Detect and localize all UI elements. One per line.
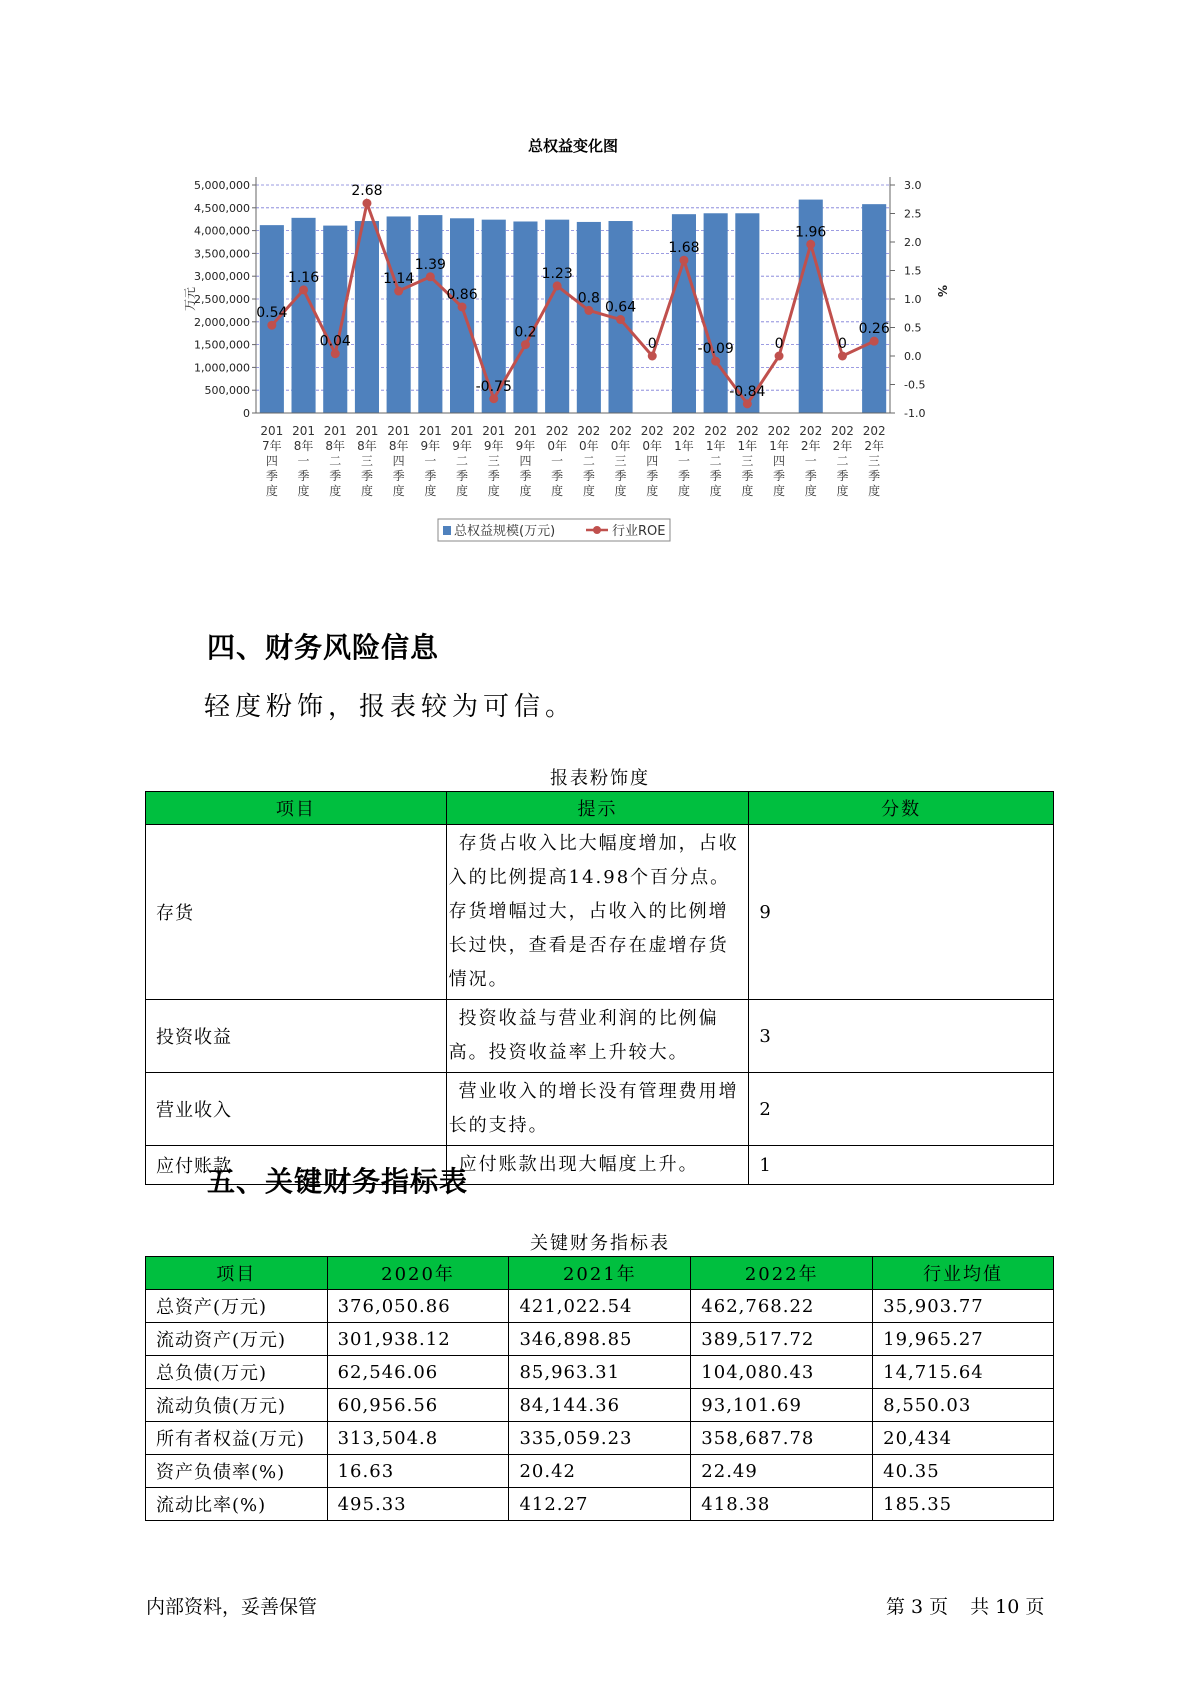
kpi-value: 104,080.43 [691,1356,873,1389]
y2-tick-label: 3.0 [904,179,922,192]
legend-bar-label: 总权益规模(万元) [454,524,556,539]
kpi-value: 93,101.69 [691,1389,873,1422]
y2-tick-label: 2.5 [904,207,922,221]
kpi-value: 16.63 [327,1455,509,1488]
risk-score: 3 [749,1000,1054,1073]
risk-summary: 轻度粉饰，报表较为可信。 [204,692,577,722]
roe-data-label: -0.75 [475,378,512,395]
risk-score: 2 [749,1073,1054,1146]
footer-confidential: 内部资料，妥善保管 [146,1596,318,1618]
roe-point [521,340,530,349]
x-tick-label: 201 8年二季度 [323,424,347,498]
kpi-value: 8,550.03 [873,1389,1054,1422]
kpi-value: 462,768.22 [691,1290,873,1323]
table-row [146,1323,1054,1356]
risk-item: 应付账款 [146,1146,447,1185]
table-row [146,825,1054,1000]
y2-tick-label: -0.5 [904,378,926,392]
footer-page-number [886,1592,1050,1619]
x-tick-label: 202 2年二季度 [830,424,854,498]
roe-point [458,302,467,311]
legend-bar-swatch [443,526,451,535]
roe-point [679,256,688,265]
y2-tick-label: 1.5 [904,264,922,278]
kpi-header-2020: 2020年 [327,1257,509,1290]
table-row [146,1073,1054,1146]
equity-bar [418,215,442,413]
equity-bar [292,218,316,413]
roe-point [553,281,562,290]
y2-tick-label: 0.0 [904,350,922,363]
y2-axis-label: % [935,284,949,298]
roe-data-label: 0.2 [514,324,537,341]
kpi-header-2022: 2022年 [691,1257,873,1290]
kpi-value: 62,546.06 [327,1356,509,1389]
kpi-header-2021: 2021年 [509,1257,691,1290]
kpi-table [145,1256,1054,1521]
roe-point [616,315,625,324]
roe-data-label: 0.64 [604,299,637,316]
roe-point [648,352,657,361]
x-tick-label: 201 8年三季度 [355,424,379,498]
risk-table-header [146,792,1054,825]
footer-page-current: 3 [911,1596,924,1618]
risk-header-item: 项目 [146,792,447,825]
kpi-value: 421,022.54 [509,1290,691,1323]
risk-item: 存货 [146,825,447,1000]
y-axis-label: 万元 [183,286,197,312]
roe-data-label: 0.04 [319,333,351,350]
kpi-value: 376,050.86 [327,1290,509,1323]
y-tick-label: 3,000,000 [194,270,250,284]
kpi-item: 所有者权益(万元) [146,1422,328,1455]
roe-data-label: 1.68 [668,240,700,257]
kpi-value: 418.38 [691,1488,873,1521]
equity-bar [387,216,411,413]
roe-data-label: 0.54 [256,305,288,322]
y2-tick-label: -1.0 [904,407,926,420]
equity-bar [704,213,728,413]
kpi-value: 301,938.12 [327,1323,509,1356]
y-tick-label: 0 [243,407,250,420]
roe-point [362,199,371,208]
y2-tick-label: 0.5 [904,321,922,335]
y-tick-label: 5,000,000 [194,179,250,192]
kpi-value: 335,059.23 [509,1422,691,1455]
roe-point [870,337,879,346]
kpi-item: 流动负债(万元) [146,1389,328,1422]
equity-bar [545,220,569,413]
kpi-value: 84,144.36 [509,1389,691,1422]
footer-page-unit: 页 [929,1596,949,1618]
roe-data-label: 1.23 [541,265,573,282]
kpi-value: 495.33 [327,1488,509,1521]
kpi-item: 流动比率(%) [146,1488,328,1521]
footer-page-total: 10 [995,1596,1020,1618]
kpi-item: 总资产(万元) [146,1290,328,1323]
equity-bar [862,204,886,413]
kpi-value: 14,715.64 [873,1356,1054,1389]
risk-item: 投资收益 [146,1000,447,1073]
section5-heading: 五、关键财务指标表 [207,1165,469,1198]
kpi-value: 313,504.8 [327,1422,509,1455]
kpi-value: 389,517.72 [691,1323,873,1356]
kpi-value: 185.35 [873,1488,1054,1521]
roe-data-label: -0.09 [697,341,734,358]
risk-tip: 应付账款出现大幅度上升。 [446,1146,749,1185]
roe-data-label: 0 [647,336,657,352]
roe-point [711,357,720,366]
kpi-value: 60,956.56 [327,1389,509,1422]
y-tick-label: 4,500,000 [194,201,250,215]
y-tick-label: 2,500,000 [194,293,250,306]
roe-point [806,240,815,249]
section4-heading: 四、财务风险信息 [207,631,440,664]
y-tick-label: 4,000,000 [194,224,250,238]
roe-data-label: 1.96 [795,224,827,241]
risk-score: 1 [749,1146,1054,1185]
risk-tip: 存货占收入比大幅度增加，占收入的比例提高14.98个百分点。存货增幅过大，占收入的比例增长过快，查看是否存在虚增存货情况。 [446,825,749,1000]
kpi-item: 资产负债率(%) [146,1455,328,1488]
roe-data-label: 2.68 [351,183,383,200]
equity-bar [513,221,537,413]
roe-point [743,399,752,408]
risk-header-score: 分数 [749,792,1054,825]
x-tick-label: 201 8年一季度 [292,424,316,498]
risk-item: 营业收入 [146,1073,447,1146]
roe-data-label: 0.8 [577,290,600,307]
roe-data-label: 0 [837,336,847,352]
equity-chart-svg [180,135,1040,595]
roe-data-label: 1.39 [414,256,446,273]
x-tick-label: 201 8年四季度 [387,424,411,498]
risk-score: 9 [749,825,1054,1000]
table-row [146,1455,1054,1488]
y-tick-label: 1,500,000 [194,338,250,352]
x-tick-label: 202 2年一季度 [799,424,823,498]
table-row [146,1422,1054,1455]
y2-tick-label: 1.0 [904,293,922,306]
x-tick-label: 201 9年三季度 [482,424,506,498]
kpi-value: 22.49 [691,1455,873,1488]
roe-data-label: 0.86 [446,286,478,303]
roe-data-label: 1.16 [287,269,320,286]
roe-point [584,306,593,315]
roe-data-label: 1.14 [383,271,415,288]
kpi-value: 85,963.31 [509,1356,691,1389]
kpi-value: 40.35 [873,1455,1054,1488]
footer-page-prefix: 第 [886,1596,906,1618]
kpi-value: 35,903.77 [873,1290,1054,1323]
table-row [146,1290,1054,1323]
y-tick-label: 2,000,000 [194,315,250,329]
x-tick-label: 202 2年三季度 [862,424,886,498]
equity-bar [450,218,474,413]
x-tick-label: 201 9年二季度 [450,424,474,498]
footer-total-unit: 页 [1025,1596,1045,1618]
roe-point [426,272,435,281]
roe-point [838,352,847,361]
x-tick-label: 201 9年一季度 [418,424,442,498]
x-tick-label: 202 1年一季度 [672,424,696,498]
risk-table [145,791,1054,1185]
legend-line-label: 行业ROE [612,524,666,539]
x-tick-label: 202 1年四季度 [767,424,791,498]
y-tick-label: 3,500,000 [194,247,250,261]
legend-line-marker [593,526,601,534]
roe-data-label: 0.26 [858,321,890,338]
roe-point [299,285,308,294]
roe-point [775,352,784,361]
risk-tip: 营业收入的增长没有管理费用增长的支持。 [446,1073,749,1146]
x-tick-label: 202 0年四季度 [640,424,664,498]
equity-bar [577,222,601,413]
risk-header-tip: 提示 [446,792,749,825]
y2-tick-label: 2.0 [904,236,922,249]
roe-point [489,394,498,403]
kpi-header-industry-avg: 行业均值 [873,1257,1054,1290]
kpi-value: 20,434 [873,1422,1054,1455]
risk-table-caption: 报表粉饰度 [550,768,650,789]
kpi-table-header [146,1257,1054,1290]
table-row [146,1488,1054,1521]
x-tick-label: 202 0年三季度 [609,424,633,498]
table-row [146,1356,1054,1389]
kpi-value: 412.27 [509,1488,691,1521]
y-tick-label: 500,000 [204,384,250,398]
x-tick-label: 202 1年二季度 [704,424,728,498]
kpi-value: 20.42 [509,1455,691,1488]
x-tick-label: 202 0年一季度 [545,424,569,498]
x-tick-label: 202 0年二季度 [577,424,601,498]
roe-point [331,349,340,358]
x-tick-label: 201 9年四季度 [513,424,537,498]
footer-total-prefix: 共 [970,1596,990,1618]
chart-title: 总权益变化图 [527,137,619,155]
table-row [146,1000,1054,1073]
kpi-value: 358,687.78 [691,1422,873,1455]
kpi-item: 总负债(万元) [146,1356,328,1389]
x-tick-label: 201 7年四季度 [260,424,284,498]
table-row [146,1389,1054,1422]
risk-tip: 投资收益与营业利润的比例偏高。投资收益率上升较大。 [446,1000,749,1073]
roe-data-label: 0 [774,336,784,352]
kpi-value: 19,965.27 [873,1323,1054,1356]
kpi-item: 流动资产(万元) [146,1323,328,1356]
x-tick-label: 202 1年三季度 [735,424,759,498]
kpi-table-caption: 关键财务指标表 [530,1233,670,1254]
kpi-header-item: 项目 [146,1257,328,1290]
y-tick-label: 1,000,000 [194,361,250,375]
roe-point [267,321,276,330]
roe-data-label: -0.84 [729,383,766,400]
roe-point [394,287,403,296]
equity-chart [180,135,1040,595]
kpi-value: 346,898.85 [509,1323,691,1356]
